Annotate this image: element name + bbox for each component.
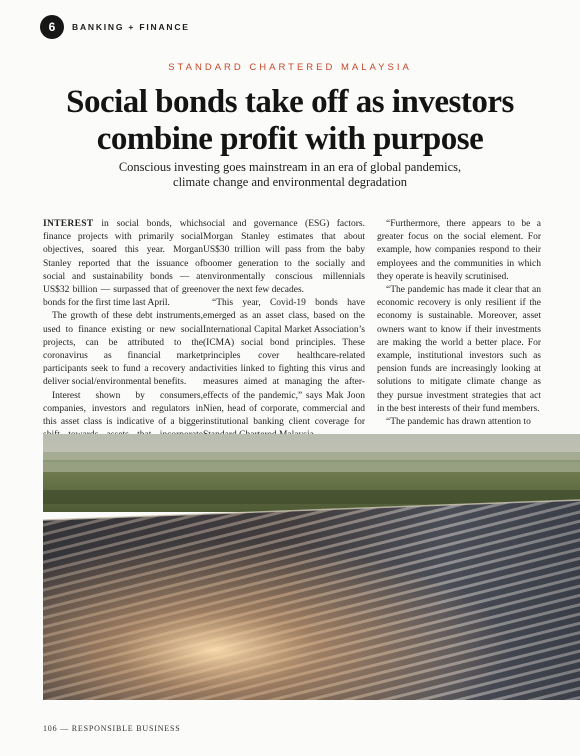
- headline: Social bonds take off as investors combine profit with purpose: [66, 84, 514, 157]
- body-column-2: [203, 218, 365, 442]
- paragraph-text: in social bonds, which finance projects with primarily social objectives, soared this year. Morgan Stanley reported that the issuance of social and sustainability bonds — at US$32 billion — surpassed that of green bonds for the first time last April.: [43, 219, 203, 309]
- body-paragraph: The growth of these debt instruments, used to finance existing or new social projects, can be attributed to the coronavirus as financial market participants seek to fund a recovery and deliver social/environmental benefits.: [43, 311, 203, 388]
- body-paragraph: social and governance (ESG) factors. Morgan Stanley estimates that about US$30 trillion will pass from the baby boomer generation to the socially and environmentally conscious millennials over the next few decades.: [203, 219, 365, 296]
- body-column-1: [43, 218, 203, 456]
- body-paragraph: “Furthermore, there appears to be a greater focus on the social element. For example, how companies respond to their employees and the communities in which they operate is heavily scrutinised.: [377, 219, 541, 282]
- standfirst: Conscious investing goes mainstream in an era of global pandemics, climate change and environmental degradation: [118, 160, 462, 189]
- page-folio: 106 — RESPONSIBLE BUSINESS: [43, 724, 181, 733]
- body-column-3: [377, 218, 541, 429]
- solar-farm-illustration: [43, 434, 580, 700]
- section-label: BANKING + FINANCE: [72, 22, 190, 32]
- section-header: [40, 14, 190, 40]
- kicker: STANDARD CHARTERED MALAYSIA: [168, 62, 412, 73]
- lead-in: INTEREST: [43, 219, 94, 229]
- body-paragraph: [43, 218, 203, 310]
- solar-farm-photo: [43, 434, 580, 700]
- section-number-icon: 6: [40, 15, 64, 39]
- body-paragraph: “The pandemic has made it clear that an economic recovery is only resilient if the economy is sustainable. Moreover, asset owners want to know if their investments are making the world a better place. For example, institutional investors such as pension funds are increasingly looking at solutions to mitigate climate change as they pursue investment strategies that act in the best interests of their fund members.: [377, 285, 541, 414]
- body-paragraph: “This year, Covid-19 bonds have emerged as an asset class, based on the International Capital Market Association’s (ICMA) social bond principles. These principles cover healthcare-related activities linked to fighting this virus and measures aimed at managing the after-effects of the pandemic,” says Mak Joon Nien, head of corporate, commercial and institutional banking client coverage for: [203, 298, 365, 428]
- body-paragraph: “The pandemic has drawn attention to: [386, 417, 531, 428]
- body-paragraph: Interest shown by consumers, companies, investors and regulators in this asset class is indicative of a bigger: [43, 390, 203, 428]
